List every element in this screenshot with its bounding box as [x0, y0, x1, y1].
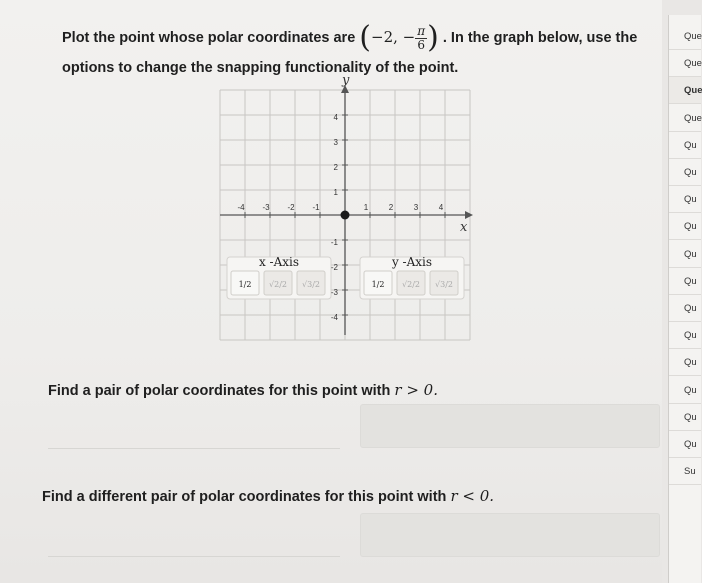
answer-2-underline — [48, 556, 340, 557]
y-axis-snap-option-label: √3/2 — [435, 280, 453, 289]
answer-1-underline — [48, 448, 340, 449]
x-tick-label: -1 — [312, 203, 320, 212]
y-tick-label: -2 — [330, 263, 338, 272]
x-tick-label: -4 — [237, 203, 245, 212]
answer-2-input[interactable] — [360, 513, 660, 557]
x-axis-snap-option-label: √3/2 — [302, 280, 320, 289]
question-2-condition: r > 0. — [394, 381, 438, 399]
polar-r: −2, − — [371, 28, 416, 46]
y-tick-label: 1 — [333, 188, 338, 197]
y-axis-label: y — [342, 73, 350, 88]
x-axis-label: x — [460, 220, 468, 235]
sidebar-question-link[interactable]: Que — [669, 77, 701, 104]
sidebar-question-link[interactable]: Qu — [669, 377, 701, 404]
y-tick-label: -4 — [330, 313, 338, 322]
x-tick-label: 1 — [363, 203, 369, 212]
x-tick-label: -3 — [262, 203, 270, 212]
polar-graph[interactable] — [215, 75, 475, 345]
question-3-text: Find a different pair of polar coordinates for this point with r < 0. — [42, 487, 495, 505]
sidebar-question-link[interactable]: Qu — [669, 186, 701, 213]
question-2-text: Find a pair of polar coordinates for this point with r > 0. — [48, 381, 438, 399]
y-tick-label: 4 — [333, 113, 338, 122]
plotted-point[interactable] — [341, 211, 350, 220]
sidebar-question-link[interactable]: Qu — [669, 431, 701, 458]
question-navigation-sidebar — [668, 15, 701, 583]
y-axis-snap-option-label: √2/2 — [402, 280, 420, 289]
x-axis-snap-option-label: √2/2 — [269, 280, 287, 289]
polar-theta-fraction: $\frac{\pi}{6}$ — [417, 23, 426, 52]
sidebar-question-link[interactable]: Que — [669, 50, 701, 77]
x-tick-label: -2 — [287, 203, 295, 212]
x-tick-label: 3 — [413, 203, 419, 212]
sidebar-question-link[interactable]: Que — [669, 105, 701, 132]
sidebar-question-link[interactable]: Qu — [669, 268, 701, 295]
x-axis-snap-option-label: 1/2 — [238, 280, 252, 289]
sidebar-question-link[interactable]: Qu — [669, 132, 701, 159]
question-1-prefix: Plot the point whose polar coordinates are — [62, 30, 356, 46]
y-tick-label: 3 — [333, 138, 338, 147]
sidebar-question-link[interactable]: Que — [669, 23, 701, 50]
sidebar-question-link[interactable]: Qu — [669, 322, 701, 349]
y-axis-snap-option-label: 1/2 — [371, 280, 385, 289]
sidebar-question-link[interactable]: Qu — [669, 404, 701, 431]
question-3-condition: r < 0. — [450, 487, 495, 505]
x-tick-label: 2 — [388, 203, 394, 212]
x-axis-snap-title: x -Axis — [258, 255, 300, 269]
sidebar-question-link[interactable]: Qu — [669, 241, 701, 268]
y-tick-label: -1 — [330, 238, 338, 247]
sidebar-question-link[interactable]: Qu — [669, 295, 701, 322]
x-axis-arrow — [465, 211, 473, 219]
question-1-suffix: . In the graph below, use the — [442, 30, 638, 46]
sidebar-question-link[interactable]: Qu — [669, 213, 701, 240]
y-axis-snap-title: y -Axis — [391, 255, 433, 269]
sidebar-question-link[interactable]: Qu — [669, 159, 701, 186]
question-1-line2: options to change the snapping functionality of the point. — [62, 60, 459, 77]
sidebar-question-link[interactable]: Qu — [669, 349, 701, 376]
question-1-text: Plot the point whose polar coordinates are (−2, − $\frac{\pi}{6}$ ) . In the graph below, use the options to change the snapping functionality of the point. — [62, 20, 638, 77]
y-tick-label: 2 — [333, 163, 338, 172]
x-tick-label: 4 — [438, 203, 444, 212]
sidebar-question-link[interactable]: Su — [669, 458, 701, 485]
answer-1-input[interactable] — [360, 404, 660, 448]
y-tick-label: -3 — [330, 288, 338, 297]
